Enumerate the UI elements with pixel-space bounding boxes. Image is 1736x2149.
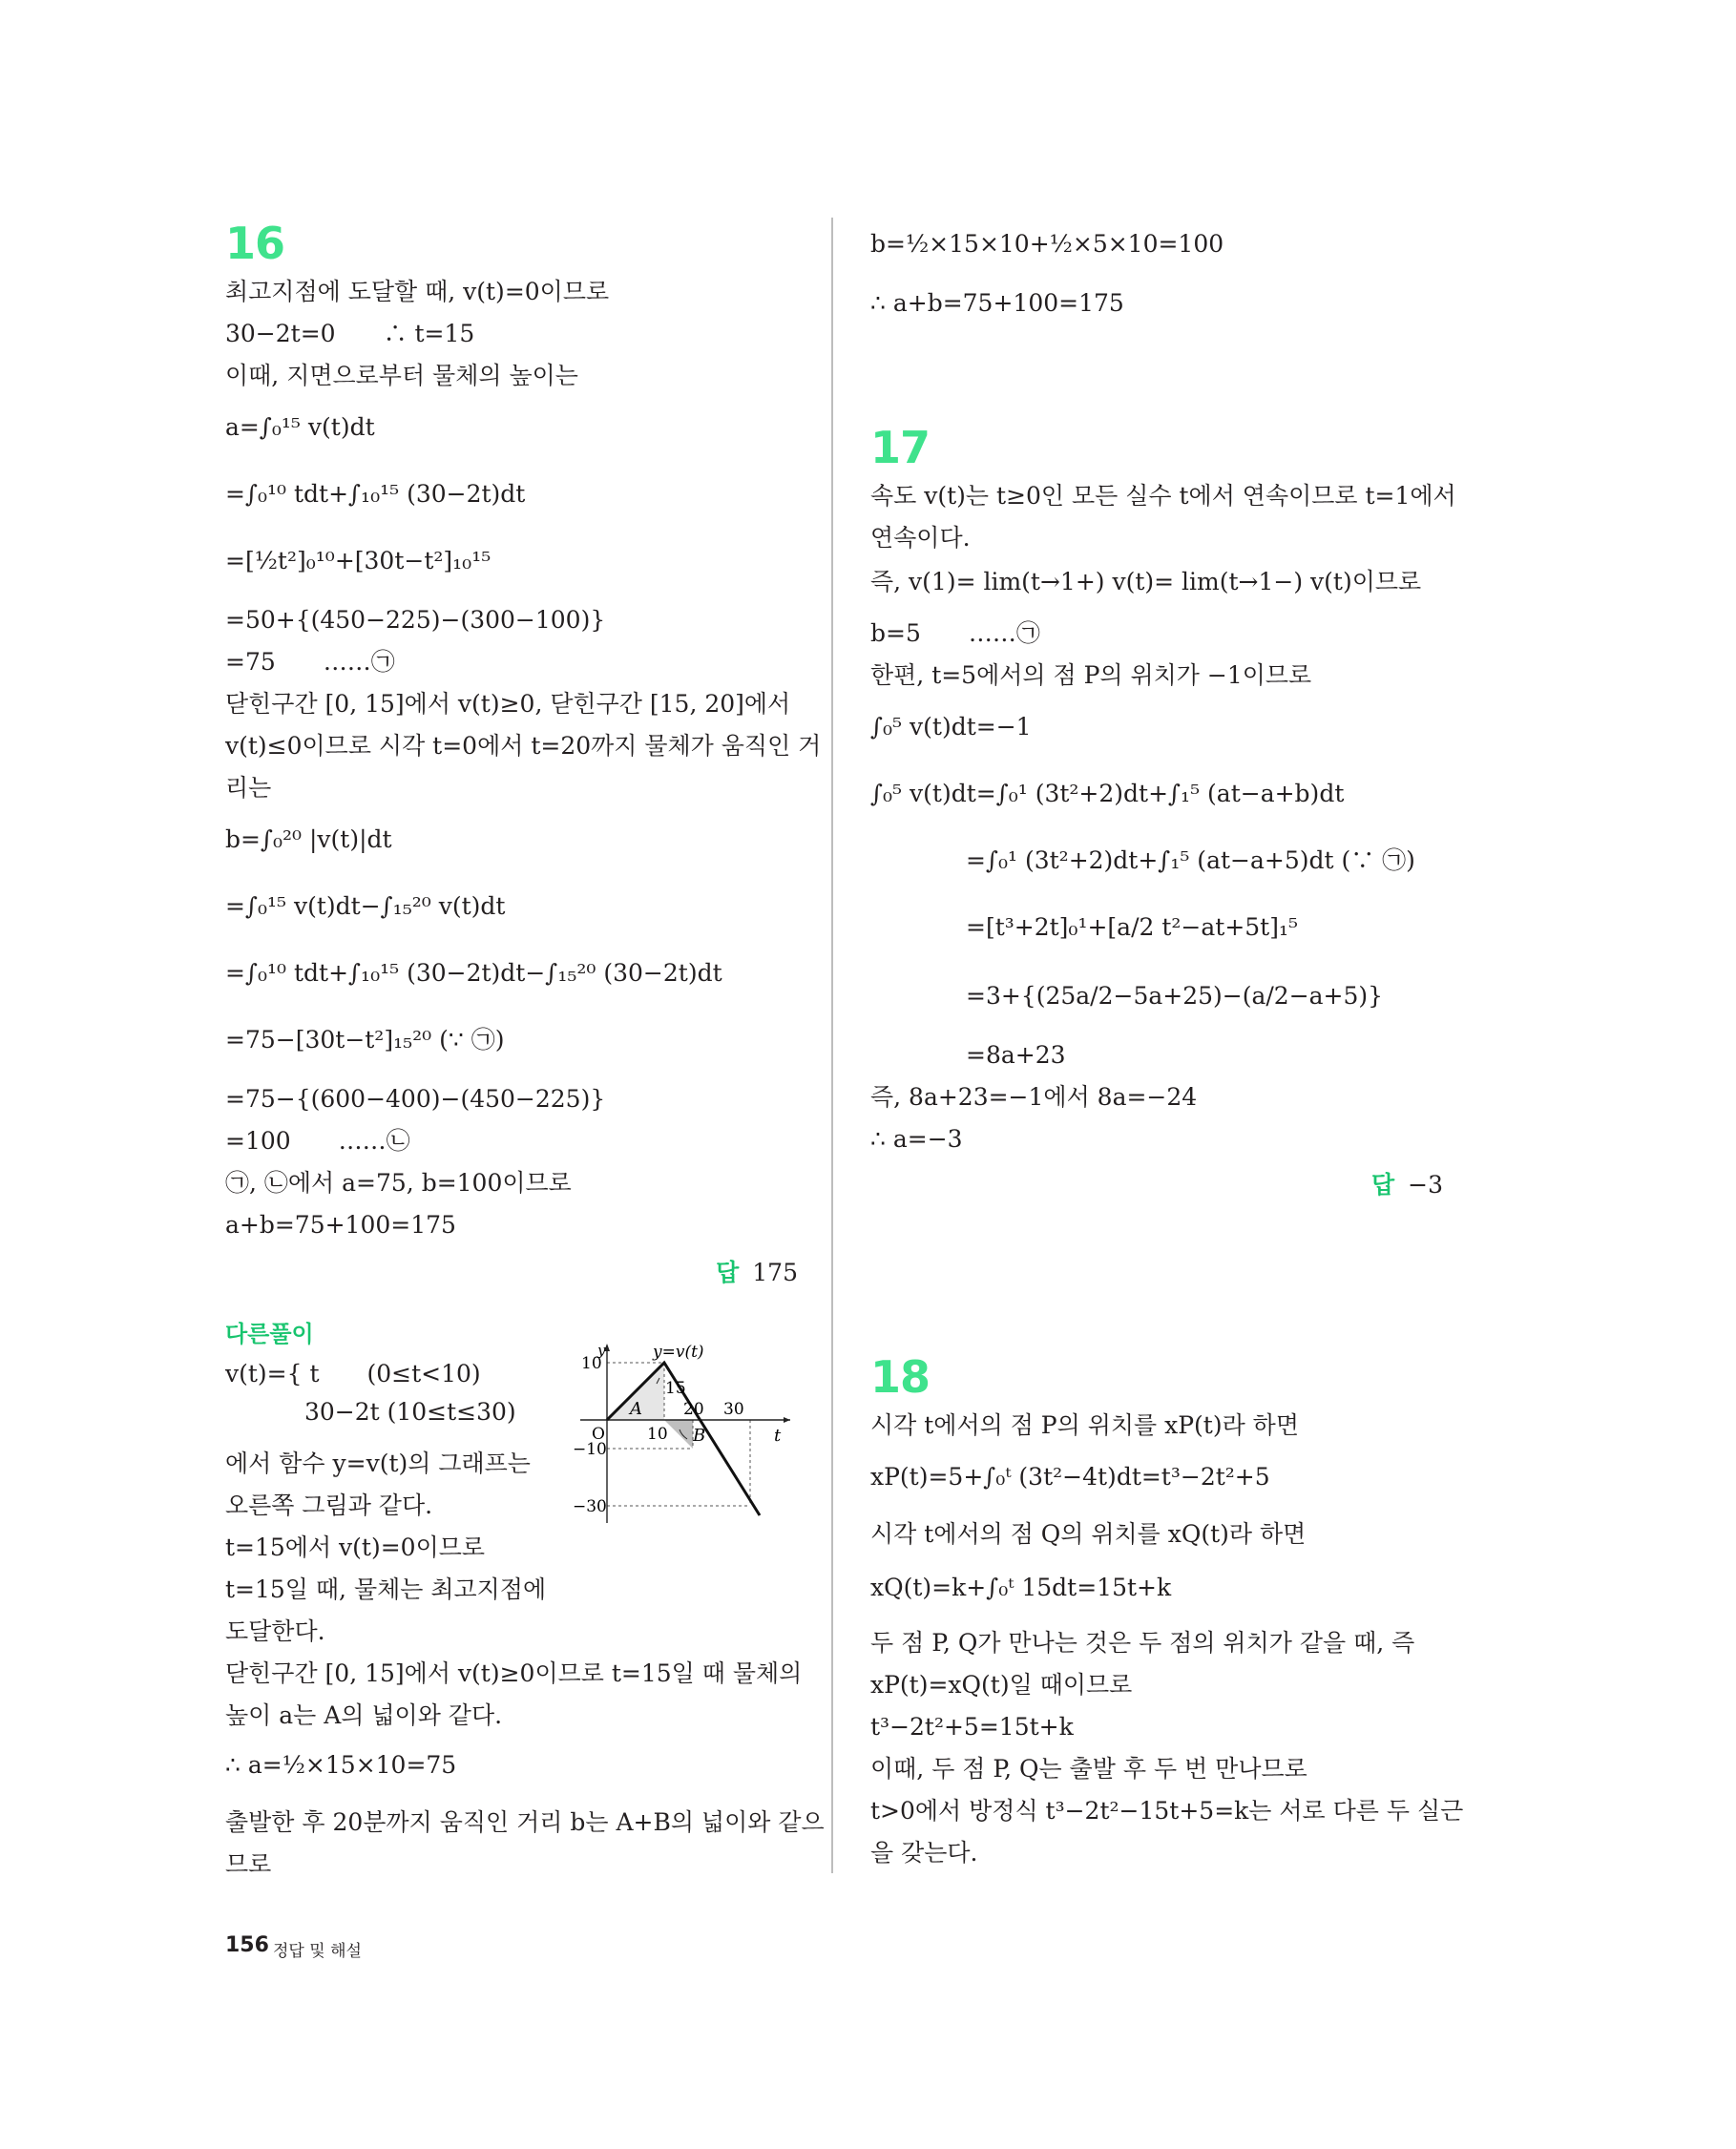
solution-line: xP(t)=5+∫₀ᵗ (3t²−4t)dt=t³−2t²+5 xyxy=(870,1463,1270,1491)
solution-line: b=5 ……㉠ xyxy=(870,619,1040,647)
alt-line: 30−2t (10≤t≤30) xyxy=(225,1398,516,1426)
solution-line: 두 점 P, Q가 만나는 것은 두 점의 위치가 같을 때, 즉 xyxy=(870,1629,1415,1657)
solution-line: ∫₀⁵ v(t)dt=−1 xyxy=(870,713,1032,741)
solution-line: 한편, t=5에서의 점 P의 위치가 −1이므로 xyxy=(870,661,1312,689)
solution-line: =75−{(600−400)−(450−225)} xyxy=(225,1085,606,1113)
problem-18-number: 18 xyxy=(870,1351,931,1403)
alt-line: 닫힌구간 [0, 15]에서 v(t)≥0이므로 t=15일 때 물체의 xyxy=(225,1659,803,1687)
alt-line: 출발한 후 20분까지 움직인 거리 b는 A+B의 넓이와 같으 xyxy=(225,1808,825,1836)
column-divider xyxy=(831,218,833,1873)
alt-line: ∴ a=½×15×10=75 xyxy=(225,1751,457,1779)
solution-line: xP(t)=xQ(t)일 때이므로 xyxy=(870,1671,1133,1699)
alt-line: 높이 a는 A의 넓이와 같다. xyxy=(225,1701,503,1729)
solution-line: xQ(t)=k+∫₀ᵗ 15dt=15t+k xyxy=(870,1574,1172,1601)
answer-16 xyxy=(716,1254,798,1288)
alt-line: 에서 함수 y=v(t)의 그래프는 xyxy=(225,1450,531,1477)
solution-line: =∫₀¹⁰ tdt+∫₁₀¹⁵ (30−2t)dt−∫₁₅²⁰ (30−2t)dt xyxy=(225,959,722,987)
solution-line: =∫₀¹ (3t²+2)dt+∫₁⁵ (at−a+5)dt (∵ ㉠) xyxy=(870,846,1415,874)
solution-line: =100 ……㉡ xyxy=(225,1127,410,1155)
solution-line: 이때, 지면으로부터 물체의 높이는 xyxy=(225,362,578,389)
solution-line: =50+{(450−225)−(300−100)} xyxy=(225,606,606,634)
solution-line: =75−[30t−t²]₁₅²⁰ (∵ ㉠) xyxy=(225,1026,505,1054)
region-b-label: B xyxy=(693,1426,706,1446)
answer-17 xyxy=(1371,1166,1443,1200)
solution-line: ∴ a=−3 xyxy=(870,1125,963,1153)
solution-line: 닫힌구간 [0, 15]에서 v(t)≥0, 닫힌구간 [15, 20]에서 xyxy=(225,690,791,718)
alt-line: 도달한다. xyxy=(225,1617,325,1645)
solution-line: ㉠, ㉡에서 a=75, b=100이므로 xyxy=(225,1169,572,1197)
solution-line: 이때, 두 점 P, Q는 출발 후 두 번 만나므로 xyxy=(870,1755,1307,1783)
solution-line: t³−2t²+5=15t+k xyxy=(870,1713,1074,1741)
continuation-line: ∴ a+b=75+100=175 xyxy=(870,289,1124,317)
section-title: 정답 및 해설 xyxy=(273,1942,362,1961)
solution-line: a=∫₀¹⁵ v(t)dt xyxy=(225,413,375,441)
solution-line: 시각 t에서의 점 Q의 위치를 xQ(t)라 하면 xyxy=(870,1520,1307,1548)
t-axis-label: t xyxy=(774,1426,782,1446)
solution-line: 시각 t에서의 점 P의 위치를 xP(t)라 하면 xyxy=(870,1411,1299,1439)
t-axis-arrow-icon xyxy=(784,1417,790,1423)
solution-line: b=∫₀²⁰ |v(t)|dt xyxy=(225,825,392,853)
solution-line: =∫₀¹⁵ v(t)dt−∫₁₅²⁰ v(t)dt xyxy=(225,892,506,920)
y-axis-label: y xyxy=(597,1342,606,1359)
solution-line: v(t)≤0이므로 시각 t=0에서 t=20까지 물체가 움직인 거 xyxy=(225,732,822,760)
x-tick-20: 20 xyxy=(683,1400,704,1419)
alt-line: t=15에서 v(t)=0이므로 xyxy=(225,1534,486,1561)
solution-line: =8a+23 xyxy=(870,1041,1066,1069)
y-tick-minus10: −10 xyxy=(573,1440,607,1459)
solution-line: ∫₀⁵ v(t)dt=∫₀¹ (3t²+2)dt+∫₁⁵ (at−a+b)dt xyxy=(870,780,1345,807)
y-tick-10: 10 xyxy=(581,1354,602,1373)
solution-line: =[½t²]₀¹⁰+[30t−t²]₁₀¹⁵ xyxy=(225,547,492,574)
answer-label: 답 xyxy=(1370,1171,1395,1199)
solution-line: a+b=75+100=175 xyxy=(225,1211,456,1239)
origin-label: O xyxy=(592,1425,605,1444)
solution-line: 30−2t=0 ∴ t=15 xyxy=(225,320,475,347)
x-tick-15: 15 xyxy=(665,1379,686,1398)
answer-value: −3 xyxy=(1408,1171,1443,1199)
alt-line: 므로 xyxy=(225,1850,272,1878)
alt-solution-title: 다른풀이 xyxy=(225,1321,314,1347)
problem-16-number: 16 xyxy=(225,218,285,269)
solution-line: 즉, 8a+23=−1에서 8a=−24 xyxy=(870,1083,1198,1111)
solution-line: 속도 v(t)는 t≥0인 모든 실수 t에서 연속이므로 t=1에서 xyxy=(870,482,1456,510)
alt-line: v(t)={ t (0≤t<10) xyxy=(225,1360,481,1387)
solution-line: 연속이다. xyxy=(870,524,971,552)
region-b-fill xyxy=(664,1420,693,1449)
alt-line: t=15일 때, 물체는 최고지점에 xyxy=(225,1575,547,1603)
velocity-graph xyxy=(573,1342,809,1571)
solution-line: =∫₀¹⁰ tdt+∫₁₀¹⁵ (30−2t)dt xyxy=(225,480,526,508)
solution-line: t>0에서 방정식 t³−2t²−15t+5=k는 서로 다른 두 실근 xyxy=(870,1797,1464,1825)
region-a-label: A xyxy=(630,1399,642,1419)
page-number: 156 xyxy=(225,1933,269,1957)
answer-value: 175 xyxy=(752,1259,798,1286)
x-tick-10: 10 xyxy=(647,1425,668,1444)
continuation-line: b=½×15×10+½×5×10=100 xyxy=(870,230,1224,258)
solution-line: 리는 xyxy=(225,774,272,802)
x-tick-30: 30 xyxy=(723,1400,744,1419)
solution-line: 최고지점에 도달할 때, v(t)=0이므로 xyxy=(225,278,610,305)
answer-label: 답 xyxy=(716,1259,740,1286)
solution-line: =75 ……㉠ xyxy=(225,648,395,676)
alt-line: 오른쪽 그림과 같다. xyxy=(225,1492,433,1519)
problem-17-number: 17 xyxy=(870,422,931,473)
solution-line: =[t³+2t]₀¹+[a/2 t²−at+5t]₁⁵ xyxy=(870,913,1299,941)
y-tick-minus30: −30 xyxy=(573,1497,607,1516)
solution-line: 을 갖는다. xyxy=(870,1839,978,1867)
solution-line: 즉, v(1)= lim(t→1+) v(t)= lim(t→1−) v(t)이므로 xyxy=(870,568,1422,595)
curve-label: y=v(t) xyxy=(653,1343,704,1362)
solution-line: =3+{(25a/2−5a+25)−(a/2−a+5)} xyxy=(870,982,1384,1010)
